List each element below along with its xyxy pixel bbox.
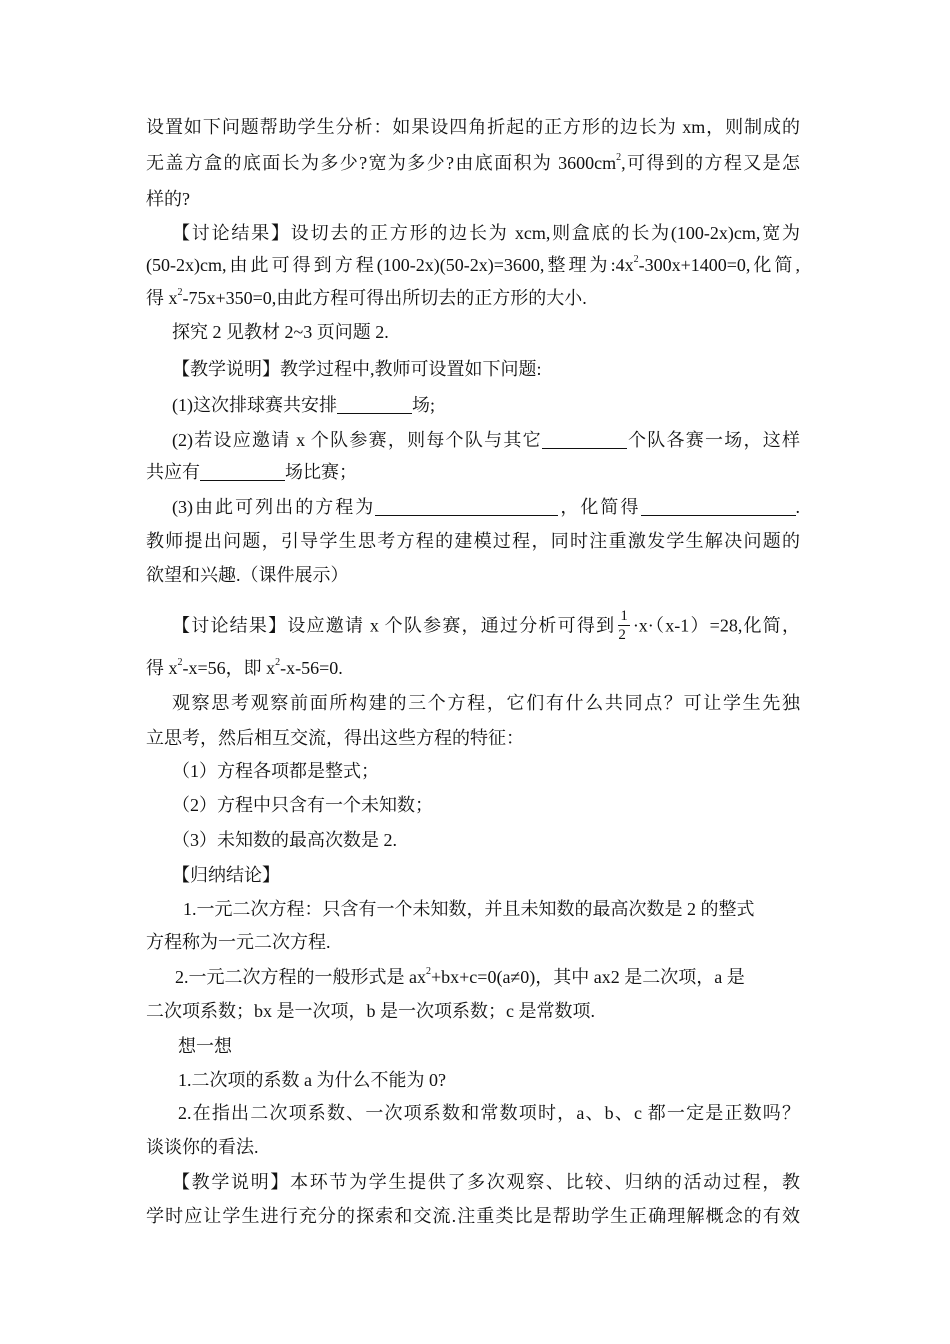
text-run: 学时应让学生进行充分的探索和交流.注重类比是帮助学生正确理解概念的有效 — [146, 1206, 800, 1226]
text-run: ,可得到的方程又是怎 — [621, 153, 801, 173]
text-line — [172, 428, 800, 452]
superscript: 2 — [616, 152, 622, 163]
text-line — [146, 460, 357, 484]
text-run: (50-2x)cm,由此可得到方程(100-2x)(50-2x)=3600,整理为:4x — [146, 255, 634, 275]
fill-in-blank — [200, 462, 285, 481]
text-run: 个队各赛一场，这样 — [626, 430, 800, 450]
text-line — [175, 965, 745, 989]
text-run: 【教学说明】教学过程中,教师可设置如下问题: — [172, 359, 542, 379]
text-run: 1.二次项的系数 a 为什么不能为 0? — [178, 1070, 446, 1090]
text-run: 欲望和兴趣.（课件展示） — [146, 565, 349, 585]
superscript: 2 — [275, 657, 281, 668]
text-line — [146, 1204, 800, 1228]
text-run: 得 x — [146, 288, 178, 308]
superscript: 2 — [426, 966, 431, 977]
text-run: 设置如下问题帮助学生分析：如果设四角折起的正方形的边长为 xm，则制成的 — [146, 117, 800, 137]
text-run: 【教学说明】本环节为学生提供了多次观察、比较、归纳的活动过程，教 — [172, 1172, 800, 1192]
text-line — [172, 608, 800, 643]
text-line — [172, 495, 800, 519]
text-run: 【归纳结论】 — [172, 865, 280, 885]
text-run: -x-56=0. — [280, 658, 343, 678]
text-run: 方程称为一元二次方程. — [146, 932, 331, 952]
text-run: 样的? — [146, 189, 190, 209]
text-run: -x=56，即 x — [182, 658, 276, 678]
text-run: +bx+c=0(a≠0)，其中 ax2 是二次项，a 是 — [431, 967, 745, 987]
text-line — [172, 691, 800, 715]
text-run: -75x+350=0,由此方程可得出所切去的正方形的大小. — [182, 288, 587, 308]
text-run: （2）方程中只含有一个未知数； — [172, 795, 433, 815]
text-run: 得 x — [146, 658, 178, 678]
text-line — [146, 1135, 259, 1159]
text-line — [146, 286, 587, 310]
text-line — [172, 357, 542, 381]
text-run: 场; — [412, 395, 436, 415]
fill-in-blank — [375, 497, 558, 516]
text-run: 教师提出问题，引导学生思考方程的建模过程，同时注重激发学生解决问题的 — [146, 531, 800, 551]
denominator: 2 — [618, 627, 626, 643]
text-run: 探究 2 见教材 2~3 页问题 2. — [172, 322, 389, 342]
text-line — [146, 253, 800, 277]
text-run: ，化简得 — [558, 497, 641, 517]
fill-in-blank — [542, 430, 627, 449]
text-line — [146, 151, 800, 175]
text-run: 想一想 — [178, 1036, 232, 1056]
text-run: 2.一元二次方程的一般形式是 ax — [175, 967, 426, 987]
text-run: 【讨论结果】设应邀请 x 个队参赛，通过分析可得到 — [172, 615, 616, 636]
text-line — [146, 187, 190, 211]
text-run: 【讨论结果】设切去的正方形的边长为 xcm,则盒底的长为(100-2x)cm,宽为 — [172, 223, 800, 243]
text-line — [172, 759, 379, 783]
text-run: 立思考，然后相互交流，得出这些方程的特征： — [146, 728, 524, 748]
text-run: 场比赛； — [285, 462, 357, 482]
text-line — [146, 726, 524, 750]
text-line — [172, 221, 800, 245]
text-run: (1)这次排球赛共安排 — [172, 395, 337, 415]
text-line — [172, 793, 433, 817]
text-line — [172, 863, 280, 887]
text-line — [172, 393, 435, 417]
fill-in-blank — [337, 395, 412, 414]
text-run: 谈谈你的看法. — [146, 1137, 259, 1157]
text-line — [146, 930, 331, 954]
text-run: 2.在指出二次项系数、一次项系数和常数项时，a、b、c 都一定是正数吗？ — [178, 1103, 800, 1123]
text-run: 共应有 — [146, 462, 200, 482]
text-line — [172, 320, 389, 344]
text-run: (2)若设应邀请 x 个队参赛，则每个队与其它 — [172, 430, 542, 450]
text-line — [178, 1101, 800, 1125]
superscript: 2 — [633, 254, 639, 265]
numerator: 1 — [620, 608, 628, 624]
text-run: (3)由此可列出的方程为 — [172, 497, 376, 517]
text-line — [146, 529, 800, 553]
superscript: 2 — [177, 287, 183, 298]
text-run: -300x+1400=0,化简, — [638, 255, 800, 275]
text-run: 二次项系数；bx 是一次项，b 是一次项系数；c 是常数项. — [146, 1001, 595, 1021]
text-line — [172, 828, 397, 852]
text-run: （1）方程各项都是整式； — [172, 761, 379, 781]
text-line — [146, 999, 595, 1023]
text-run: 1.一元二次方程：只含有一个未知数，并且未知数的最高次数是 2 的整式 — [183, 899, 755, 919]
text-line — [183, 897, 755, 921]
fill-in-blank — [641, 497, 796, 516]
text-run: （3）未知数的最高次数是 2. — [172, 830, 397, 850]
text-run: 观察思考观察前面所构建的三个方程，它们有什么共同点？可让学生先独 — [172, 693, 800, 713]
text-line — [146, 563, 349, 587]
text-line — [146, 115, 800, 139]
text-line — [146, 656, 343, 680]
text-run: . — [795, 497, 800, 517]
text-run: ·x·（x-1）=28,化简， — [632, 615, 800, 636]
text-line — [172, 1170, 800, 1194]
text-line — [178, 1034, 232, 1058]
fraction — [618, 607, 630, 644]
superscript: 2 — [177, 657, 183, 668]
text-line — [178, 1068, 446, 1092]
text-run: 无盖方盒的底面长为多少?宽为多少?由底面积为 3600cm — [146, 153, 617, 173]
